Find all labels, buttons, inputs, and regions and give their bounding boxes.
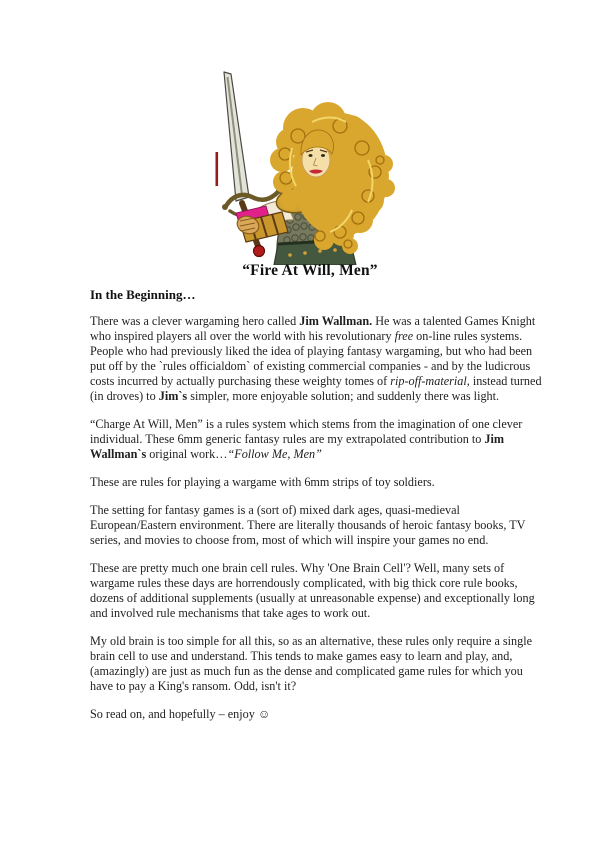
document-title: “Fire At Will, Men” bbox=[242, 262, 378, 279]
text-segment: There was a clever wargaming hero called bbox=[90, 314, 300, 328]
text-segment: “Charge At Will, Men” is a rules system which stems from the imagination of one clever individual. These 6mm generic fantasy rules are my extrapolated contribution to bbox=[90, 417, 523, 446]
text-segment: simpler, more enjoyable solution; and suddenly there was light. bbox=[187, 389, 500, 403]
text-segment: He was a talented Games Knight who inspired players all over the world with his revolutionary bbox=[90, 314, 536, 343]
text-segment: free bbox=[394, 329, 414, 343]
document-body bbox=[90, 287, 548, 735]
paragraph-1 bbox=[90, 314, 548, 404]
text-segment: instead turned (in droves) to bbox=[90, 374, 542, 403]
text-segment: My old brain is too simple for all this, so as an alternative, these rules only require a single brain cell to use and understand. This tends to make games easy to learn and play, and, (amazingly) are just as much fun as the dense and complicated game rules for which you have to pay a King's ransom. Odd, isn't it? bbox=[90, 634, 533, 693]
text-segment: rip-off-material, bbox=[390, 374, 470, 388]
red-mark bbox=[216, 152, 219, 186]
paragraph-4 bbox=[90, 503, 548, 548]
closing-line bbox=[90, 707, 548, 722]
text-segment: These are rules for playing a wargame with 6mm strips of toy soldiers. bbox=[90, 475, 435, 489]
text-segment: These are pretty much one brain cell rules. Why 'One Brain Cell'? Well, many sets of wargame rules these days are horrendously complicated, with big thick core rule books, dozens of additional supplements (usually at unreasonable expense) and exceptionally long and involved rule mechanisms that take ages to work out. bbox=[90, 561, 535, 620]
text-segment: “Follow Me, Men” bbox=[227, 447, 322, 461]
paragraph-6 bbox=[90, 634, 548, 694]
text-segment: Jim Wallman`s bbox=[90, 432, 505, 461]
text-segment: Jim Wallman. bbox=[299, 314, 373, 328]
text-segment: on-line rules systems. People who had previously liked the idea of playing fantasy wargaming, but who had been put off by the `rules officialdom` of existing commercial companies - and by the ludicrous costs incurred by actually purchasing these weighty tomes of bbox=[90, 329, 533, 388]
section-heading: In the Beginning… bbox=[90, 287, 196, 302]
text-segment: original work… bbox=[146, 447, 228, 461]
text-segment: So read on, and hopefully – enjoy bbox=[90, 707, 258, 721]
paragraph-2 bbox=[90, 417, 548, 462]
text-segment: Jim`s bbox=[158, 389, 188, 403]
warrior-illustration bbox=[190, 60, 425, 265]
smiley-emoji: ☺ bbox=[257, 707, 271, 721]
paragraph-5 bbox=[90, 561, 548, 621]
text-segment: The setting for fantasy games is a (sort of) mixed dark ages, quasi-medieval European/Eastern environment. There are literally thousands of heroic fantasy books, TV series, and movies to choose from, most of which will inspire your games no end. bbox=[90, 503, 526, 547]
paragraph-3 bbox=[90, 475, 548, 490]
